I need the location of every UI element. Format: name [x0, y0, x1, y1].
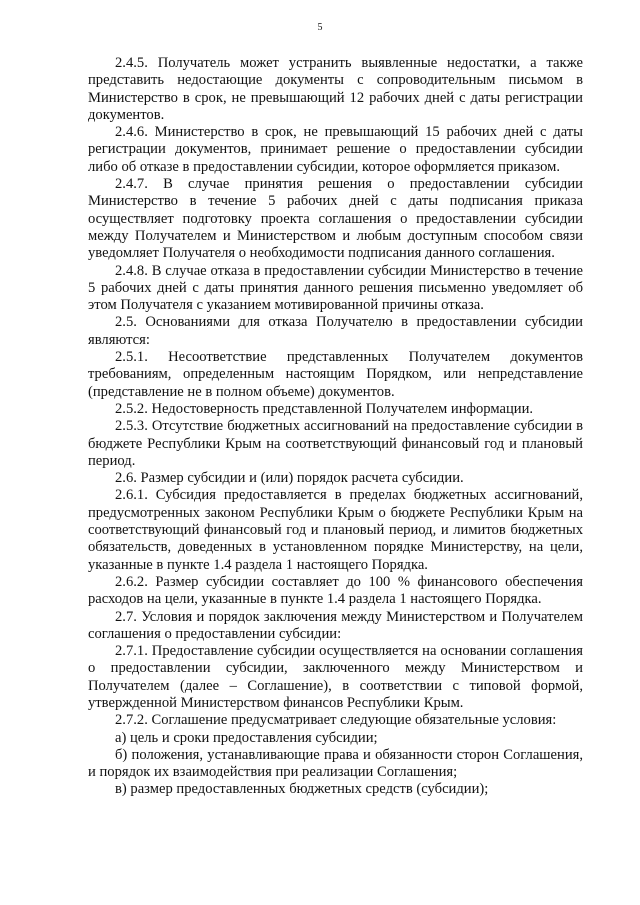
paragraph-2-6-2: 2.6.2. Размер субсидии составляет до 100 % финансового обеспечения расходов на цели, указанные в пункте 1.4 раздела 1 настоящего Порядка.: [88, 573, 583, 608]
paragraph-2-4-5: 2.4.5. Получатель может устранить выявленные недостатки, а также представить недостающие документы с сопроводительным письмом в Министерство в срок, не превышающий 12 рабочих дней с даты регистрации документов.: [88, 55, 583, 123]
page-number: 5: [317, 22, 323, 33]
paragraph-2-4-7: 2.4.7. В случае принятия решения о предоставлении субсидии Министерство в течение 5 рабочих дней с даты подписания приказа осуществляет подготовку проекта соглашения о предоставлении субсидии между Получателем и Министерством и любым доступным способом связи уведомляет Получателя о необходимости подписания данного соглашения.: [88, 176, 583, 262]
paragraph-2-7-2: 2.7.2. Соглашение предусматривает следующие обязательные условия:: [115, 712, 557, 729]
paragraph-2-5: 2.5. Основаниями для отказа Получателю в предоставлении субсидии являются:: [88, 314, 583, 348]
paragraph-2-5-1: 2.5.1. Несоответствие представленных Получателем документов требованиям, определенным настоящим Порядком, или непредставление (представление не в полном объеме) документов.: [88, 349, 583, 400]
paragraph-2-7-1: 2.7.1. Предоставление субсидии осуществляется на основании соглашения о предоставлении субсидии, заключенного между Министерством и Получателем (далее – Соглашение), в соответствии с типовой формой, утвержденной Министерством финансов Республики Крым.: [88, 643, 583, 711]
paragraph-2-6-1: 2.6.1. Субсидия предоставляется в пределах бюджетных ассигнований, предусмотренных законом Республики Крым о бюджете Республики Крым на соответствующий финансовый год и плановый период, и лимитов бюджетных обязательств, доведенных в установленном порядке Министерству, на цели, указанные в пункте 1.4 раздела 1 настоящего Порядка.: [88, 487, 583, 573]
paragraph-2-6: 2.6. Размер субсидии и (или) порядок расчета субсидии.: [115, 470, 464, 487]
list-item-b: б) положения, устанавливающие права и обязанности сторон Соглашения, и порядок их взаимодействия при реализации Соглашения;: [88, 746, 583, 781]
paragraph-2-5-3: 2.5.3. Отсутствие бюджетных ассигнований на предоставление субсидии в бюджете Республики Крым на соответствующий финансовый год и плановый период.: [88, 418, 583, 469]
paragraph-2-4-6: 2.4.6. Министерство в срок, не превышающий 15 рабочих дней с даты регистрации документов, принимает решение о предоставлении субсидии либо об отказе в предоставлении субсидии, которое оформляется приказом.: [88, 124, 583, 175]
list-item-v: в) размер предоставленных бюджетных средств (субсидии);: [115, 781, 489, 798]
paragraph-2-4-8: 2.4.8. В случае отказа в предоставлении субсидии Министерство в течение 5 рабочих дней с даты принятия данного решения письменно уведомляет об этом Получателя с указанием мотивированной причины отказа.: [88, 262, 583, 314]
document-body: [88, 55, 583, 799]
paragraph-2-7: 2.7. Условия и порядок заключения между Министерством и Получателем соглашения о предоставлении субсидии:: [88, 608, 583, 642]
paragraph-2-5-2: 2.5.2. Недостоверность представленной Получателем информации.: [115, 400, 534, 417]
list-item-a: а) цель и сроки предоставления субсидии;: [115, 729, 378, 746]
